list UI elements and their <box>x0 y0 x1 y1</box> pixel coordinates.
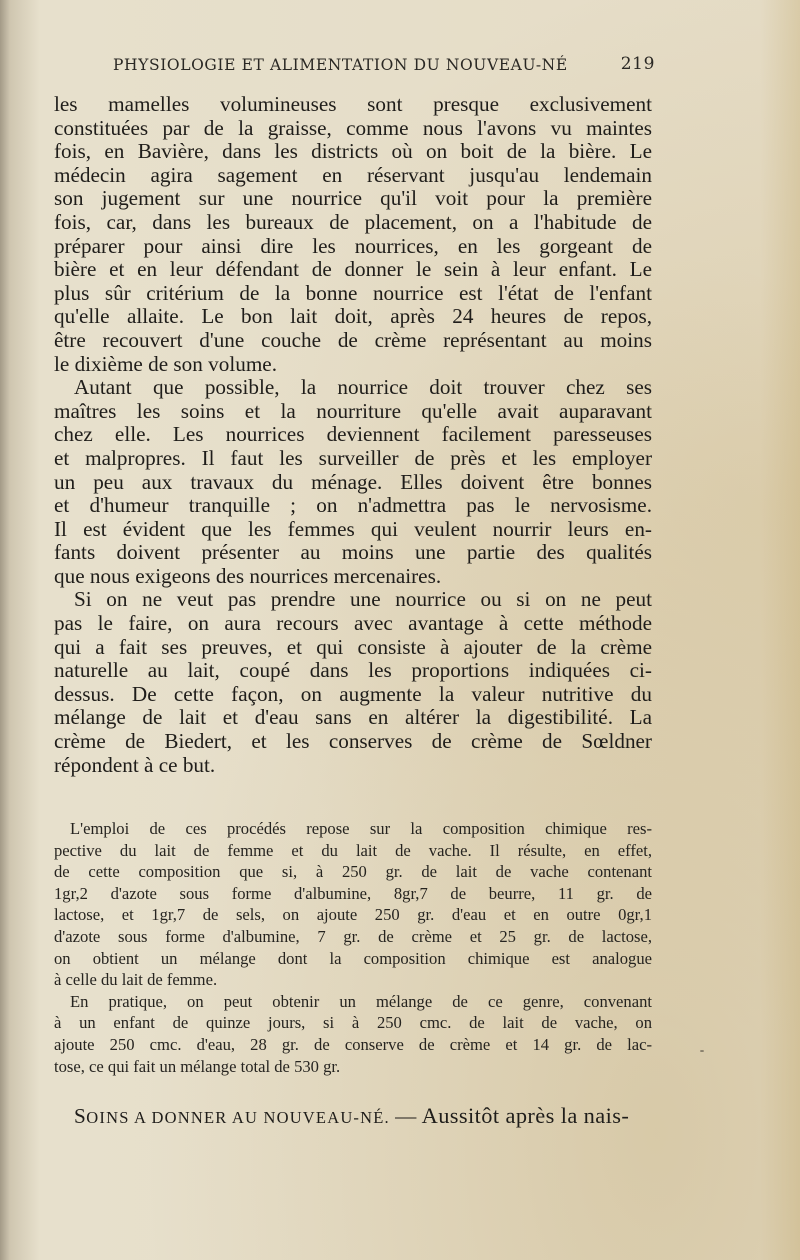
ink-speck <box>700 1050 704 1052</box>
note-paragraph-1 <box>54 818 652 991</box>
text-line: chez elle. Les nourrices deviennent facilement paresseuses <box>54 422 652 447</box>
section-dash: — <box>395 1104 417 1128</box>
note-line: à un enfant de quinze jours, si à 250 cmc. de lait de vache, on <box>54 1013 652 1033</box>
note-line: d'azote sous forme d'albumine, 7 gr. de crème et 25 gr. de lactose, <box>54 926 652 946</box>
text-line: crème de Biedert, et les conserves de crème de Sœldner <box>54 729 652 754</box>
note-line: lactose, et 1gr,7 de sels, on ajoute 250 gr. d'eau et en outre 0gr,1 <box>54 905 652 925</box>
note-line: pective du lait de femme et du lait de vache. Il résulte, en effet, <box>54 840 652 860</box>
text-line: qu'elle allaite. Le bon lait doit, après 24 heures de repos, <box>54 304 652 329</box>
text-line: le dixième de son volume. <box>54 351 278 376</box>
text-line: être recouvert d'une couche de crème représentant au moins <box>54 327 652 352</box>
text-line: préparer pour ainsi dire les nourrices, en les gorgeant de <box>54 233 652 258</box>
text-line: son jugement sur une nourrice qu'il voit pour la première <box>54 186 652 211</box>
text-line: fois, en Bavière, dans les districts où on boit de la bière. Le <box>54 139 652 164</box>
text-line: que nous exigeons des nourrices mercenaires. <box>54 563 442 588</box>
text-line: médecin agira sagement en réservant jusqu'au lendemain <box>54 162 652 187</box>
note-line: tose, ce qui fait un mélange total de 530 gr. <box>54 1056 341 1076</box>
running-title: PHYSIOLOGIE ET ALIMENTATION DU NOUVEAU-NÉ <box>113 56 568 74</box>
running-header <box>113 52 655 82</box>
note-line: de cette composition que si, à 250 gr. de lait de vache contenant <box>54 862 652 882</box>
small-print-note <box>54 818 652 1077</box>
note-line: En pratique, on peut obtenir un mélange de ce genre, convenant <box>70 991 652 1011</box>
paragraph-2 <box>54 376 652 588</box>
section-heading: OINS A DONNER AU NOUVEAU-NÉ. <box>86 1108 390 1127</box>
section-start <box>74 1103 652 1129</box>
text-line: maîtres les soins et la nourriture qu'elle avait auparavant <box>54 398 652 423</box>
text-line: constituées par de la graisse, comme nous l'avons vu maintes <box>54 115 652 140</box>
paragraph-1 <box>54 93 652 376</box>
text-line: fants doivent présenter au moins une partie des qualités <box>54 540 652 565</box>
text-line: bière et en leur défendant de donner le sein à leur enfant. Le <box>54 257 652 282</box>
note-line: on obtient un mélange dont la composition chimique est analogue <box>54 948 652 968</box>
text-line: et malpropres. Il faut les surveiller de près et les employer <box>54 445 652 470</box>
note-line: L'emploi de ces procédés repose sur la composition chimique res- <box>70 819 652 838</box>
text-line: Autant que possible, la nourrice doit trouver chez ses <box>74 375 652 400</box>
text-line: naturelle au lait, coupé dans les proportions indiquées ci- <box>54 658 652 683</box>
note-line: 1gr,2 d'azote sous forme d'albumine, 8gr,7 de beurre, 11 gr. de <box>54 883 652 903</box>
text-line: répondent à ce but. <box>54 752 216 777</box>
text-line: pas le faire, on aura recours avec avantage à cette méthode <box>54 611 652 636</box>
text-line: dessus. De cette façon, on augmente la valeur nutritive du <box>54 681 652 706</box>
note-line: ajoute 250 cmc. d'eau, 28 gr. de conserve de crème et 14 gr. de lac- <box>54 1034 652 1054</box>
main-text <box>54 93 652 777</box>
text-line: plus sûr critérium de la bonne nourrice est l'état de l'enfant <box>54 280 652 305</box>
text-line: Il est évident que les femmes qui veulent nourrir leurs en- <box>54 516 652 541</box>
section-text: Aussitôt après la nais- <box>421 1103 630 1128</box>
text-line: les mamelles volumineuses sont presque exclusivement <box>54 92 652 116</box>
page-number: 219 <box>620 54 655 74</box>
note-line: à celle du lait de femme. <box>54 970 218 990</box>
text-line: mélange de lait et d'eau sans en altérer la digestibilité. La <box>54 705 652 730</box>
text-line: Si on ne veut pas prendre une nourrice ou si on ne peut <box>74 587 652 612</box>
section-heading-initial: S <box>74 1104 87 1128</box>
text-line: fois, car, dans les bureaux de placement, on a l'habitude de <box>54 209 652 234</box>
text-line: un peu aux travaux du ménage. Elles doivent être bonnes <box>54 469 652 494</box>
text-line: qui a fait ses preuves, et qui consiste à ajouter de la crème <box>54 634 652 659</box>
note-paragraph-2 <box>54 991 652 1077</box>
text-line: et d'humeur tranquille ; on n'admettra pas le nervosisme. <box>54 493 652 518</box>
paragraph-3 <box>54 588 652 777</box>
